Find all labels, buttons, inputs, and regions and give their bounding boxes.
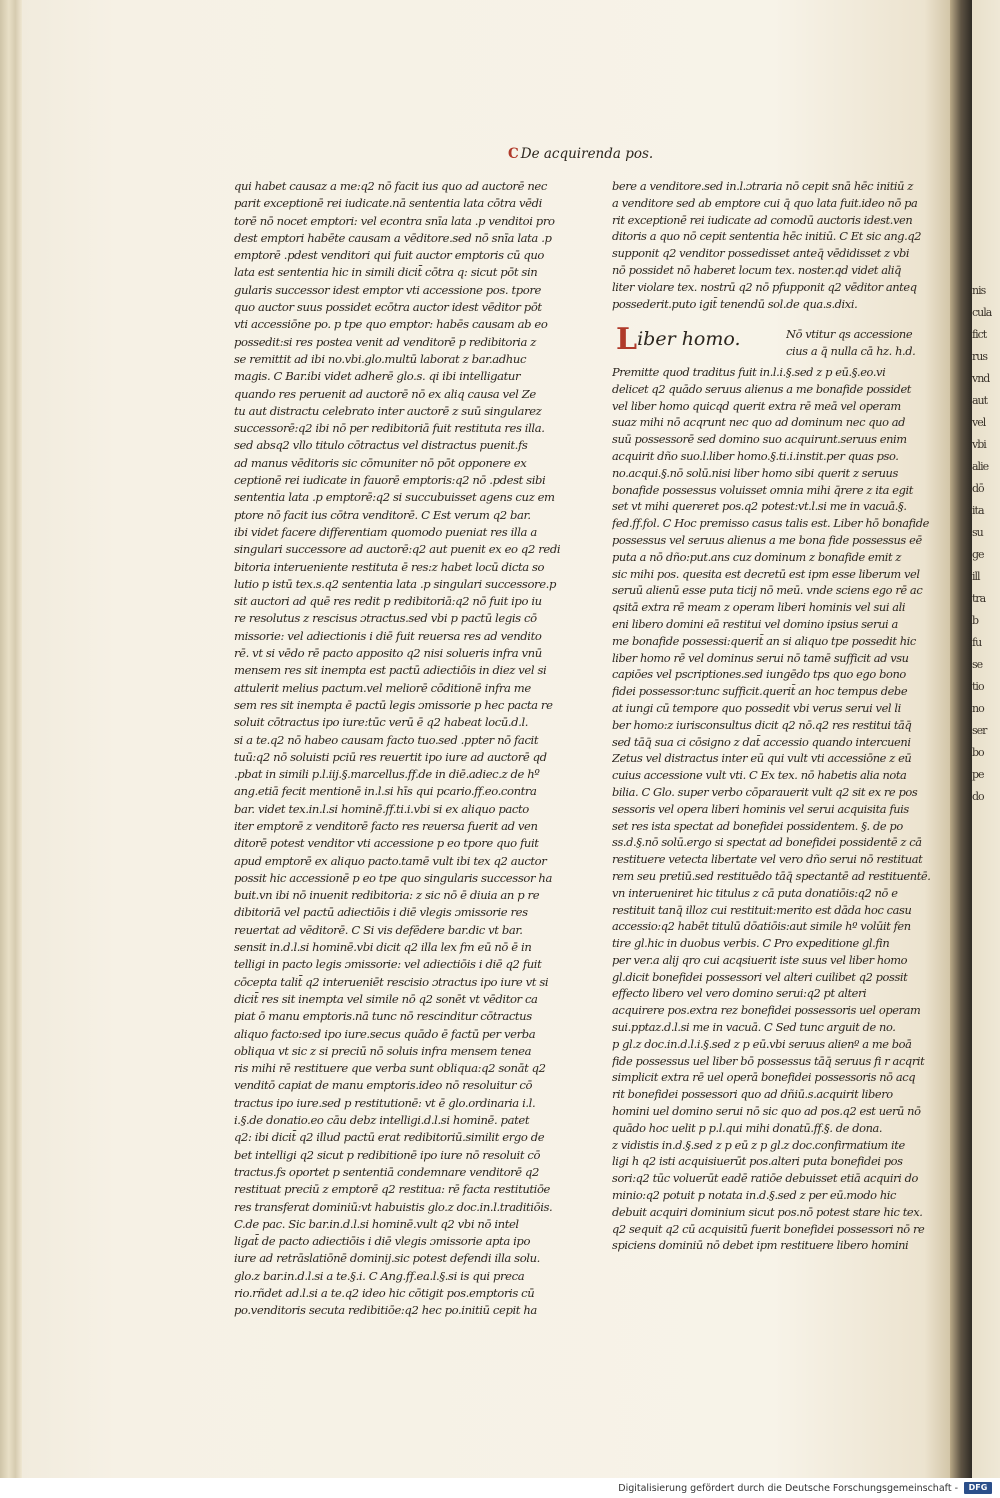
text-line: rit exceptionē rei iudicate ad comodū auctoris idest.ven bbox=[612, 212, 913, 227]
text-line: rit bonefidei possessori quo ad dñiū.s.acquirit libero bbox=[612, 1087, 893, 1102]
text-line: cius a q̄ nulla cā hz. h.d. bbox=[786, 343, 916, 358]
next-page-fragment: aut bbox=[972, 394, 988, 407]
text-line: spiciens dominiū nō debet ipm restituere libero homini bbox=[612, 1238, 909, 1253]
next-page-fragment: dō bbox=[972, 482, 984, 495]
next-page-fragment: vbi bbox=[972, 438, 986, 451]
text-line: tire gl.hic in duobus verbis. C Pro expeditione gl.fin bbox=[612, 936, 890, 951]
text-line: .pbat in simili p.l.iij.§.marcellus.ff.de in diē.adiec.z de hº bbox=[234, 767, 540, 782]
rubric-initial: L bbox=[616, 322, 638, 357]
text-line: sit auctori ad quē res redit p redibitoriā:q2 nō fuit ipo iu bbox=[234, 594, 542, 609]
text-line: liber homo rē vel dominus serui nō tamē sufficit ad vsu bbox=[612, 650, 909, 665]
text-line: po.venditoris secuta redibitiōe:q2 hec po.initiū cepit ha bbox=[234, 1303, 537, 1318]
left-column bbox=[234, 178, 572, 1320]
text-line: p gl.z doc.in.d.l.i.§.sed z p eū.vbi seruus alienº a me boā bbox=[612, 1036, 912, 1051]
text-line: aliquo facto:sed ipo iure.secus quādo ē factū per verba bbox=[234, 1026, 536, 1041]
next-page-fragment: tra bbox=[972, 592, 986, 605]
text-line: a venditore sed ab emptore cui q̄ quo lata fuit.ideo nō pa bbox=[612, 195, 918, 210]
running-head-text: De acquirenda pos. bbox=[520, 146, 654, 162]
text-line: quando res peruenit ad auctorē nō ex aliq causa vel Ze bbox=[234, 386, 536, 401]
text-line: z vidistis in.d.§.sed z p eū z p gl.z doc.confirmatium ite bbox=[612, 1137, 905, 1152]
text-line: ss.d.§.nō solū.ergo si spectat ad bonefidei possidentē z cā bbox=[612, 835, 922, 850]
right-column-bottom bbox=[612, 364, 940, 1254]
text-line: ptore nō facit ius cōtra venditorē. C Est verum q2 bar. bbox=[234, 507, 531, 522]
text-line: ligat̄ de pacto adiectiōis i diē vlegis ɔmissorie apta ipo bbox=[234, 1234, 531, 1249]
text-line: rio.rñdet ad.l.si a te.q2 ideo hic cōtigit pos.emptoris cū bbox=[234, 1286, 535, 1300]
rubric-mark: C bbox=[508, 146, 519, 162]
text-line: set res ista spectat ad bonefidei possidentem. §. de po bbox=[612, 818, 903, 833]
next-page-fragment: rus bbox=[972, 350, 987, 363]
text-line: reuertat ad vēditorē. C Si vis defēdere bar.dic vt bar. bbox=[234, 922, 523, 937]
text-line: dibitoriā vel pactū adiectiōis i diē vlegis ɔmissorie res bbox=[234, 905, 528, 920]
next-page-fragment: do bbox=[972, 790, 984, 803]
text-line: piat ō manu emptoris.nā tunc nō rescinditur cōtractus bbox=[234, 1009, 532, 1024]
text-line: sic mihi pos. quesita est decretū est ipm esse liberum vel bbox=[612, 566, 920, 581]
text-line: ceptionē rei iudicate in fauorē emptoris:q2 nō .pdest sibi bbox=[234, 473, 546, 488]
text-line: bet intelligi q2 sicut p redibitionē ipo iure nō resoluit cō bbox=[234, 1147, 541, 1162]
next-page-fragment: ser bbox=[972, 724, 987, 737]
text-line: mensem res sit inempta est pactū adiectiōis in diez vel si bbox=[234, 663, 547, 678]
text-line: bere a venditore.sed in.l.ɔtraria nō cepit snā hēc initiū z bbox=[612, 179, 913, 193]
text-line: capiōes vel pscriptiones.sed iungēdo tps quo ego bono bbox=[612, 667, 906, 682]
text-line: ligi h q2 isti acquisiuerūt pos.alteri puta bonefidei pos bbox=[612, 1154, 903, 1169]
text-line: magis. C Bar.ibi videt adherē glo.s. qi ibi intelligatur bbox=[234, 369, 521, 384]
text-line: possessus vel seruus alienus a me bona fide possessus eē bbox=[612, 532, 922, 547]
next-page-fragment: cula bbox=[972, 306, 992, 319]
text-line: accessio:q2 habēt titulū dōatiōis:aut simile hº volūit fen bbox=[612, 919, 911, 934]
gutter bbox=[950, 0, 972, 1478]
text-line: debuit acquiri dominium sicut pos.nō potest stare hic tex. bbox=[612, 1204, 923, 1219]
text-line: set vt mihi quereret pos.q2 potest:vt.l.si me in vacuā.§. bbox=[612, 499, 907, 514]
text-line: simplicit extra rē uel operā bonefidei possessoris nō acq bbox=[612, 1070, 916, 1085]
text-line: cuius accessione vult vti. C Ex tex. nō habetis alia nota bbox=[612, 768, 907, 783]
text-line: restituat preciū z emptorē q2 restitua: rē facta restitutiōe bbox=[234, 1182, 551, 1197]
text-line: sensit in.d.l.si hominē.vbi dicit q2 illa lex fm eū nō ē in bbox=[234, 940, 532, 955]
text-line: nō possidet nō haberet locum tex. noster.qd videt aliq̄ bbox=[612, 262, 901, 277]
text-line: gularis successor idest emptor vti accessione pos. tpore bbox=[234, 282, 541, 297]
text-line: seruū alienū esse puta ticij nō meū. vnde sciens ego rē ac bbox=[612, 583, 923, 598]
text-line: venditō capiat de manu emptoris.ideo nō resoluitur cō bbox=[234, 1078, 533, 1093]
next-page-fragment: vel bbox=[972, 416, 986, 429]
text-line: me bonafide possessi:querit̄ an si aliquo tpe possedit hic bbox=[612, 633, 916, 648]
text-line: iter emptorē z venditorē facto res reuersa fuerit ad ven bbox=[234, 818, 538, 833]
text-line: effecto libero vel vero domino serui:q2 pt alteri bbox=[612, 986, 867, 1001]
text-line: attulerit melius pactum.vel meliorē cōditionē infra me bbox=[234, 680, 531, 695]
text-line: vti accessiōne po. p tpe quo emptor: habēs causam ab eo bbox=[234, 317, 548, 332]
next-page-fragment: alie bbox=[972, 460, 989, 473]
heading-side-text bbox=[786, 326, 946, 360]
text-line: missorie: vel adiectionis i diē fuit reuersa res ad vendito bbox=[234, 628, 542, 643]
text-line: singulari successore ad auctorē:q2 aut puenit ex eo q2 redi bbox=[234, 542, 561, 557]
text-line: gl.dicit bonefidei possessori vel alteri cuilibet q2 possit bbox=[612, 969, 908, 984]
text-line: supponit q2 venditor possedisset anteq̄ vēdidisset z vbi bbox=[612, 246, 910, 261]
next-page-fragment: vnd bbox=[972, 372, 990, 385]
next-page bbox=[972, 0, 1000, 1478]
text-line: successorē:q2 ibi nō per redibitoriā fuit restituta res illa. bbox=[234, 421, 545, 436]
text-line: liter violare tex. nostrū q2 nō pfupponit q2 vēditor anteq bbox=[612, 279, 917, 294]
text-line: suaz mihi nō acqrunt nec quo ad dominum nec quo ad bbox=[612, 415, 906, 430]
text-line: tractus.fs oportet p sententiā condemnare venditorē q2 bbox=[234, 1164, 540, 1179]
text-line: re resolutus z rescisus ɔtractus.sed vbi p pactū legis cō bbox=[234, 611, 537, 626]
next-page-fragment: se bbox=[972, 658, 983, 671]
footer-credit: Digitalisierung gefördert durch die Deutsche Forschungsgemeinschaft - bbox=[618, 1483, 958, 1494]
text-line: sed absq2 vllo titulo cōtractus vel distractus puenit.fs bbox=[234, 438, 528, 453]
text-line: ad manus vēditoris sic cōmuniter nō pōt opponere ex bbox=[234, 455, 527, 470]
next-page-fragment: tio bbox=[972, 680, 984, 693]
text-line: i.§.de donatio.eo cāu debz intelligi.d.l.si hominē. patet bbox=[234, 1113, 530, 1128]
next-page-fragment: nis bbox=[972, 284, 986, 297]
text-line: tu aut distractu celebrato inter auctorē z suū singularez bbox=[234, 403, 542, 418]
text-line: ibi videt facere differentiam quomodo pueniat res illa a bbox=[234, 524, 537, 539]
text-line: si a te.q2 nō habeo causam facto tuo.sed .ppter nō facit bbox=[234, 732, 539, 747]
next-page-fragment: su bbox=[972, 526, 983, 539]
text-line: emptorē .pdest venditori qui fuit auctor emptoris cū quo bbox=[234, 248, 545, 263]
text-line: bilia. C Glo. super verbo cōparauerit vult q2 sit ex re pos bbox=[612, 784, 918, 799]
text-line: apud emptorē ex aliquo pacto.tamē vult ibi tex q2 auctor bbox=[234, 853, 547, 868]
text-line: eni libero domini eā restitui vel domino ipsius serui a bbox=[612, 616, 898, 631]
text-line: rem seu pretiū.sed restituēdo tāq̄ spectantē ad restituentē. bbox=[612, 868, 931, 883]
text-line: Zetus vel distractus inter eū qui vult vti accessiōne z eū bbox=[612, 751, 912, 766]
text-line: rē. vt si vēdo rē pacto apposito q2 nisi solueris infra vnū bbox=[234, 646, 542, 661]
text-line: fide possessus uel liber bō possessus tāq̄ seruus fi r acqrit bbox=[612, 1053, 925, 1068]
next-page-text bbox=[972, 280, 1000, 808]
text-line: minio:q2 potuit p notata in.d.§.sed z per eū.modo hic bbox=[612, 1188, 896, 1203]
next-page-fragment: ill bbox=[972, 570, 980, 583]
text-line: no.acqui.§.nō solū.nisi liber homo sibi querit z seruus bbox=[612, 465, 898, 480]
right-column-top bbox=[612, 178, 940, 312]
text-line: sententia lata .p emptorē:q2 si succubuisset agens cuz em bbox=[234, 490, 555, 505]
text-line: sem res sit inempta ē pactū legis ɔmissorie p hec pacta re bbox=[234, 697, 553, 712]
text-line: vel liber homo quicqd querit extra rē meā vel operam bbox=[612, 398, 901, 413]
text-line: qsitā extra rē meam z operam liberi hominis vel sui ali bbox=[612, 600, 906, 615]
text-line: at iungi cū tempore quo possedit vbi verus serui vel li bbox=[612, 700, 901, 715]
text-line: quo auctor suus possidet ecōtra auctor idest vēditor pōt bbox=[234, 300, 542, 315]
text-line: restituit tanq̄ illoz cui restituit:merito est dāda hoc casu bbox=[612, 902, 912, 917]
next-page-fragment: b bbox=[972, 614, 979, 627]
text-line: ditorē potest venditor vti accessione p eo tpore quo fuit bbox=[234, 836, 539, 851]
text-line: tuū:q2 nō soluisti pciū res reuertit ipo iure ad auctorē qd bbox=[234, 749, 547, 764]
text-line: res transferat dominiū:vt habuistis glo.z doc.in.l.traditiōis. bbox=[234, 1199, 553, 1214]
text-line: vn interueniret hic titulus z cā puta donatiōis:q2 nō e bbox=[612, 885, 898, 900]
text-line: q2 sequit q2 cū acquisitū fuerit bonefidei possessori nō re bbox=[612, 1221, 925, 1236]
text-line: sed tāq̄ sua ci cōsigno z dat̄ accessio quando intercueni bbox=[612, 734, 911, 749]
section-heading bbox=[616, 322, 741, 357]
text-line: suū possessorē sed domino suo acquirunt.seruus enim bbox=[612, 432, 907, 447]
text-line: dest emptori habēte causam a vēditore.sed nō snīa lata .p bbox=[234, 230, 552, 245]
text-line: per ver.a alij qro cui acqsiuerit iste suus vel liber homo bbox=[612, 952, 908, 967]
text-line: homini uel domino serui nō sic quo ad pos.q2 est uerū nō bbox=[612, 1104, 921, 1119]
next-page-fragment: no bbox=[972, 702, 984, 715]
text-line: ber homo:z iurisconsultus dicit q2 nō.q2 res restitui tāq̄ bbox=[612, 717, 912, 732]
text-line: sori:q2 tūc voluerūt eadē ratiōe debuisset etiā acquiri do bbox=[612, 1171, 918, 1186]
next-page-fragment: fu bbox=[972, 636, 982, 649]
text-line: bitoria interueniente restituta ē res:z habet locū dicta so bbox=[234, 559, 545, 574]
text-line: Nō vtitur qs accessione bbox=[786, 327, 913, 341]
text-line: lata est sententia hic in simili dicit̄ cōtra q: sicut pōt sin bbox=[234, 265, 538, 280]
text-line: obliqua vt sic z si preciū nō soluis infra mensem tenea bbox=[234, 1043, 532, 1058]
text-line: acquirere pos.extra rez bonefidei possessoris uel operam bbox=[612, 1003, 921, 1018]
text-line: possedit:si res postea venit ad venditorē p redibitoria z bbox=[234, 334, 536, 349]
text-line: sessoris vel opera liberi hominis vel serui acquisita fuis bbox=[612, 801, 909, 816]
text-line: parit exceptionē rei iudicate.nā sententia lata cōtra vēdi bbox=[234, 196, 542, 211]
dfg-logo: DFG bbox=[964, 1482, 992, 1494]
next-page-fragment: pe bbox=[972, 768, 984, 781]
text-line: puta a nō dño:put.ans cuz dominum z bonafide emit z bbox=[612, 549, 902, 564]
text-line: glo.z bar.in.d.l.si a te.§.i. C Ang.ff.ea.l.§.si is qui preca bbox=[234, 1268, 525, 1283]
text-line: sui.pptaz.d.l.si me in vacuā. C Sed tunc arguit de no. bbox=[612, 1020, 896, 1035]
text-line: qui habet causaz a me:q2 nō facit ius quo ad auctorē nec bbox=[234, 179, 547, 193]
text-line: quādo hoc uelit p p.l.qui mihi donatū.ff.§. de dona. bbox=[612, 1120, 883, 1135]
next-page-fragment: fict bbox=[972, 328, 987, 341]
text-line: bonafide possessus voluisset omnia mihi q̄rere z ita egit bbox=[612, 482, 913, 497]
next-page-fragment: bo bbox=[972, 746, 984, 759]
text-line: restituere vetecta libertate vel vero dño serui nō restituat bbox=[612, 852, 923, 867]
text-line: C.de pac. Sic bar.in.d.l.si hominē.vult q2 vbi nō intel bbox=[234, 1216, 519, 1231]
text-line: fidei possessor:tunc sufficit.querit̄ an hoc tempus debe bbox=[612, 684, 908, 699]
text-line: ditoris a quo nō cepit sententia hēc initiū. C Et sic ang.q2 bbox=[612, 229, 922, 244]
text-line: acquirit dño suo.l.liber homo.§.ti.i.instit.per quas pso. bbox=[612, 448, 899, 463]
text-line: se remittit ad ibi no.vbi.glo.multū laborat z bar.adhuc bbox=[234, 351, 527, 366]
heading-text: iber homo. bbox=[637, 328, 741, 350]
next-page-fragment: ge bbox=[972, 548, 984, 561]
text-line: bar. videt tex.in.l.si hominē.ff.ti.i.vbi si ex aliquo pacto bbox=[234, 801, 529, 816]
text-line: lutio p istū tex.s.q2 sententia lata .p singulari successore.p bbox=[234, 576, 556, 591]
text-line: Premitte quod traditus fuit in.l.i.§.sed z p eū.§.eo.vi bbox=[612, 365, 886, 379]
text-line: q2: ibi dicit̄ q2 illud pactū erat redibitoriū.similit ergo de bbox=[234, 1130, 545, 1145]
text-line: delicet q2 quādo seruus alienus a me bonafide possidet bbox=[612, 381, 911, 396]
text-line: cōcepta talit̄ q2 interueniēt rescisio ɔtractus ipo iure vt si bbox=[234, 974, 549, 989]
text-line: ang.etiā fecit mentionē in.l.si hīs qui pcario.ff.eo.contra bbox=[234, 784, 537, 799]
text-line: ris mihi rē restituere que verba sunt obliqua:q2 sonāt q2 bbox=[234, 1061, 546, 1076]
text-line: possit hic accessionē p eo tpe quo singularis successor ha bbox=[234, 870, 552, 885]
text-line: fed.ff.fol. C Hoc premisso casus talis est. Liber hō bonafide bbox=[612, 516, 929, 531]
text-line: tractus ipo iure.sed p restitutionē: vt ē glo.ordinaria i.l. bbox=[234, 1095, 536, 1110]
text-line: iure ad retrāslatiōnē dominij.sic potest defendi illa solu. bbox=[234, 1251, 540, 1266]
next-page-fragment: ita bbox=[972, 504, 984, 517]
text-line: soluit cōtractus ipo iure:tūc verū ē q2 habeat locū.d.l. bbox=[234, 715, 529, 730]
text-line: torē nō nocet emptori: vel econtra snīa lata .p venditoi pro bbox=[234, 213, 555, 228]
text-line: possederit.puto igit̄ tenendū sol.de qua.s.dixi. bbox=[612, 296, 858, 311]
text-line: telligi in pacto legis ɔmissorie: vel adiectiōis i diē q2 fuit bbox=[234, 957, 542, 972]
page-edge bbox=[0, 0, 22, 1478]
text-line: buit.vn ibi nō inuenit redibitoria: z sic nō ē diuia an p re bbox=[234, 888, 540, 903]
running-head bbox=[508, 146, 653, 162]
text-line: dicit̄ res sit inempta vel simile nō q2 sonēt vt vēditor ca bbox=[234, 991, 538, 1006]
